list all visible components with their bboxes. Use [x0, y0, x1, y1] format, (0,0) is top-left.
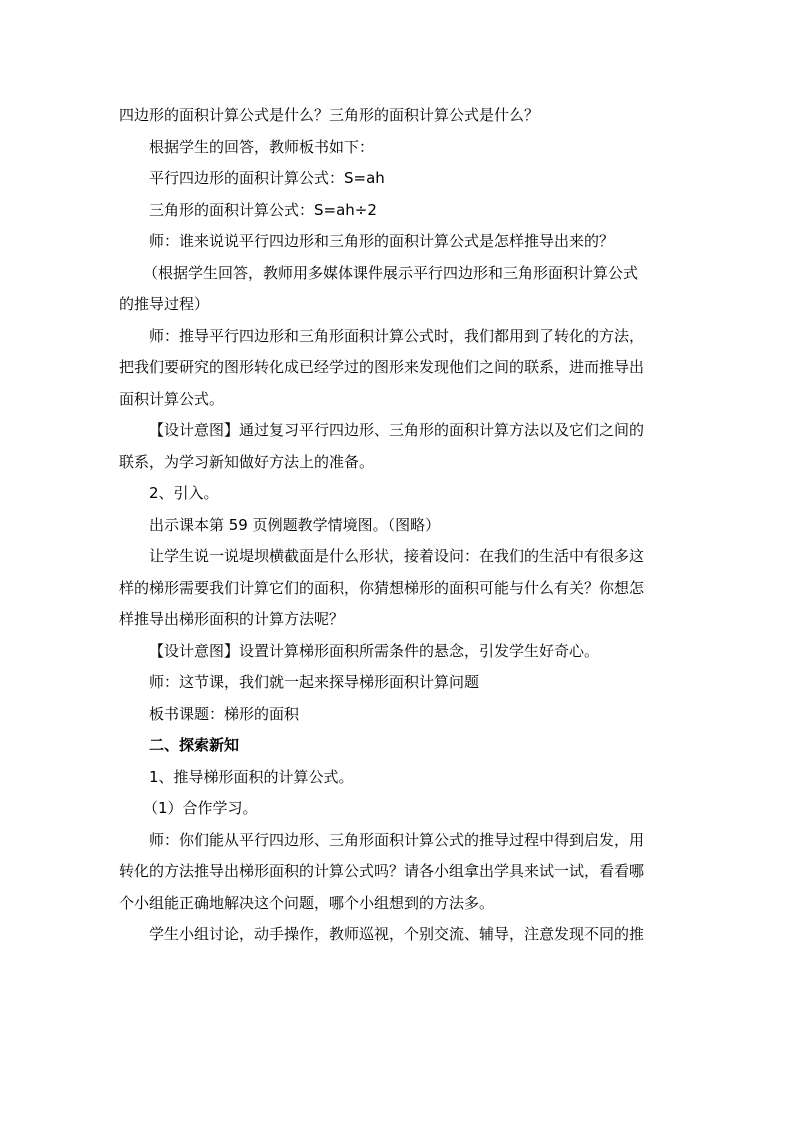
text-line-19: 师：这节课，我们就一起来探导梯形面积计算问题	[149, 673, 480, 691]
text-line-27: 学生小组讨论，动手操作，教师巡视，个别交流、辅导，注意发现不同的推	[149, 925, 645, 943]
text-line-8: 师：推导平行四边形和三角形面积计算公式时，我们都用到了转化的方法，	[149, 326, 645, 345]
text-line-10: 面积计算公式。	[119, 389, 225, 408]
text-line-17: 样推导出梯形面积的计算方法呢？	[119, 610, 345, 628]
section-heading: 二、探索新知	[149, 736, 240, 754]
text-line-15: 让学生说一说堤坝横截面是什么形状，接着设问：在我们的生活中有很多这	[149, 547, 645, 565]
text-line-3: 平行四边形的面积计算公式：S=ah	[149, 169, 385, 187]
text-line-2: 根据学生的回答，教师板书如下：	[149, 137, 375, 156]
text-line-23: （1）合作学习。	[143, 799, 258, 817]
text-line-24: 师：你们能从平行四边形、三角形面积计算公式的推导过程中得到启发，用	[149, 830, 645, 849]
text-line-22: 1、推导梯形面积的计算公式。	[149, 767, 354, 786]
text-line-26: 个小组能正确地解决这个问题，哪个小组想到的方法多。	[119, 893, 495, 912]
text-line-6: （根据学生回答，教师用多媒体课件展示平行四边形和三角形面积计算公式	[143, 263, 639, 282]
text-line-5: 师：谁来说说平行四边形和三角形的面积计算公式是怎样推导出来的？	[149, 232, 615, 250]
text-line-4: 三角形的面积计算公式：S=ah÷2	[149, 200, 377, 219]
text-line-16: 样的梯形需要我们计算它们的面积，你猜想梯形的面积可能与什么有关？你想怎	[119, 578, 645, 597]
text-line-13: 2、引入。	[149, 484, 219, 502]
text-line-14: 出示课本第 59 页例题教学情境图。（图略）	[149, 515, 441, 534]
text-line-25: 转化的方法推导出梯形面积的计算公式吗？请各小组拿出学具来试一试，看看哪	[119, 862, 645, 880]
text-line-9: 把我们要研究的图形转化成已经学过的图形来发现他们之间的联系，进而推导出	[119, 358, 645, 376]
text-line-12: 联系，为学习新知做好方法上的准备。	[119, 452, 375, 471]
text-line-11: 【设计意图】通过复习平行四边形、三角形的面积计算方法以及它们之间的	[149, 421, 645, 439]
document-page	[119, 100, 675, 951]
text-line-1: 四边形的面积计算公式是什么？三角形的面积计算公式是什么？	[119, 106, 540, 124]
text-line-7: 的推导过程）	[119, 295, 210, 313]
text-line-20: 板书课题：梯形的面积	[149, 704, 300, 723]
text-line-18: 【设计意图】设置计算梯形面积所需条件的悬念，引发学生好奇心。	[149, 641, 600, 660]
